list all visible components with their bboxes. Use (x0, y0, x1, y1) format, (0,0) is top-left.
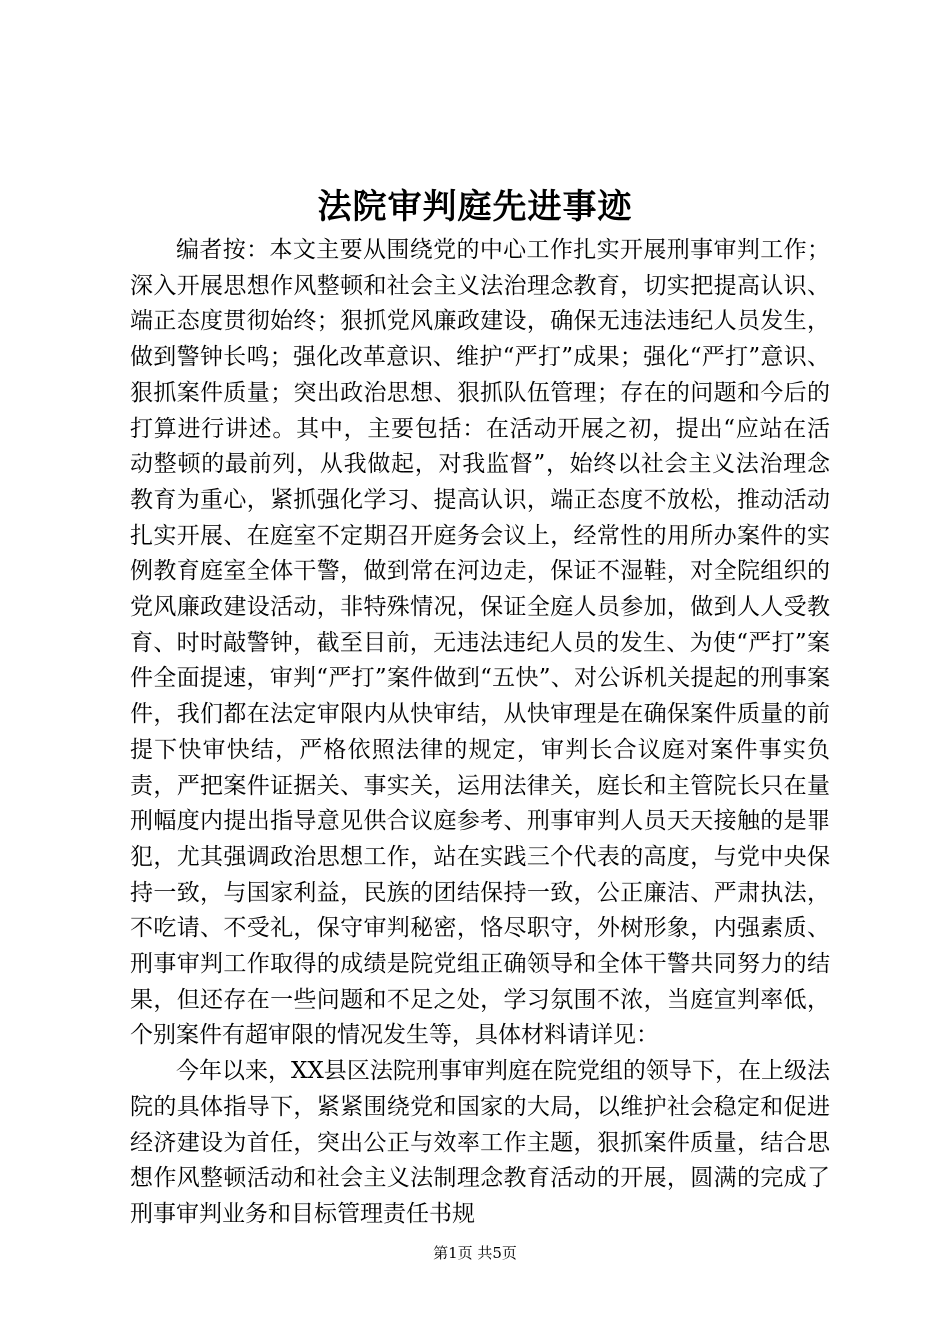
document-title: 法院审判庭先进事迹 (317, 187, 633, 227)
document-body (130, 233, 830, 1233)
page-footer: 第1页 共5页 (433, 1244, 517, 1262)
body-paragraph: 今年以来，XX县区法院刑事审判庭在院党组的领导下，在上级法院的具体指导下，紧紧围绕党和国家的大局，以维护社会稳定和促进经济建设为首任，突出公正与效率工作主题，狠抓案件质量，结合思想作风整顿活动和社会主义法制理念教育活动的开展，圆满的完成了刑事审判业务和目标管理责任书规 (130, 1058, 830, 1227)
editor-note-paragraph: 编者按：本文主要从围绕党的中心工作扎实开展刑事审判工作；深入开展思想作风整顿和社会主义法治理念教育，切实把提高认识、端正态度贯彻始终；狠抓党风廉政建设，确保无违法违纪人员发生，做到警钟长鸣；强化改革意识、维护“严打”成果；强化“严打”意识、狠抓案件质量；突出政治思想、狠抓队伍管理；存在的问题和今后的打算进行讲述。其中，主要包括：在活动开展之初，提出“应站在活动整顿的最前列，从我做起，对我监督”，始终以社会主义法治理念教育为重心，紧抓强化学习、提高认识，端正态度不放松，推动活动扎实开展、在庭室不定期召开庭务会议上，经常性的用所办案件的实例教育庭室全体干警，做到常在河边走，保证不湿鞋，对全院组织的党风廉政建设活动，非特殊情况，保证全庭人员参加，做到人人受教育、时时敲警钟，截至目前，无违法违纪人员的发生、为使“严打”案件全面提速，审判“严打”案件做到“五快”、对公诉机关提起的刑事案件，我们都在法定审限内从快审结，从快审理是在确保案件质量的前提下快审快结，严格依照法律的规定，审判长合议庭对案件事实负责，严把案件证据关、事实关，运用法律关，庭长和主管院长只在量刑幅度内提出指导意见供合议庭参考、刑事审判人员天天接触的是罪犯，尤其强调政治思想工作，站在实践三个代表的高度，与党中央保持一致，与国家利益，民族的团结保持一致，公正廉洁、严肃执法，不吃请、不受礼，保守审判秘密，恪尽职守，外树形象，内强素质、刑事审判工作取得的成绩是院党组正确领导和全体干警共同努力的结果，但还存在一些问题和不足之处，学习氛围不浓，当庭宣判率低，个别案件有超审限的情况发生等，具体材料请详见： (130, 237, 830, 1049)
